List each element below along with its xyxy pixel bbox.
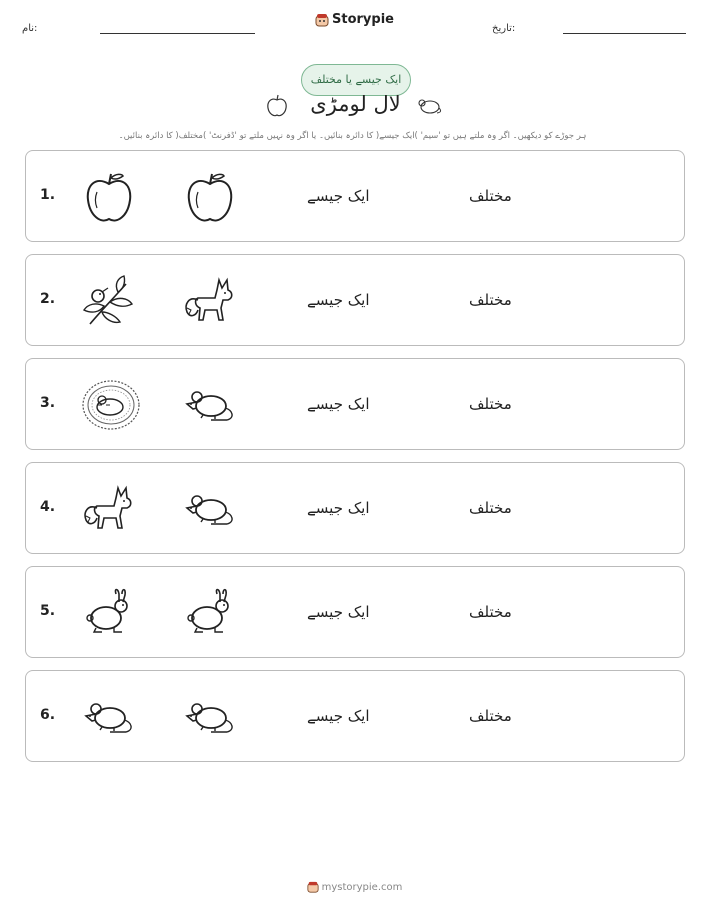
storypie-logo-icon bbox=[307, 881, 319, 893]
name-label: نام: bbox=[22, 23, 38, 34]
mouse-icon bbox=[181, 690, 239, 744]
question-row bbox=[25, 254, 685, 346]
mouse-icon bbox=[415, 95, 443, 115]
brand-name: Storypie bbox=[332, 12, 394, 27]
option-different[interactable]: مختلف bbox=[469, 187, 512, 205]
question-row bbox=[25, 358, 685, 450]
question-number: 4. bbox=[40, 499, 56, 515]
option-same[interactable]: ایک جیسے bbox=[307, 291, 370, 309]
fox-icon bbox=[80, 482, 138, 536]
worksheet-type-badge: ایک جیسے یا مختلف bbox=[301, 64, 411, 96]
storypie-logo-icon bbox=[315, 13, 329, 27]
mouse-icon bbox=[80, 690, 138, 744]
question-row bbox=[25, 566, 685, 658]
question-number: 3. bbox=[40, 395, 56, 411]
apple-icon bbox=[181, 170, 239, 224]
question-number: 1. bbox=[40, 187, 56, 203]
date-label: تاریخ: bbox=[492, 23, 516, 34]
name-field[interactable] bbox=[100, 33, 255, 34]
footer-url: mystorypie.com bbox=[321, 882, 403, 893]
fox-icon bbox=[181, 274, 239, 328]
question-number: 5. bbox=[40, 603, 56, 619]
sleeping-mouse-nest-icon bbox=[80, 378, 138, 432]
option-different[interactable]: مختلف bbox=[469, 603, 512, 621]
option-different[interactable]: مختلف bbox=[469, 395, 512, 413]
mouse-icon bbox=[181, 482, 239, 536]
instructions: ہر جوڑے کو دیکھیں۔ اگر وہ ملتے ہیں تو 'سیم' )ایک جیسے( کا دائرہ بنائیں۔ یا اگر وہ نہیں ملتے تو 'ڈفرنٹ' )مختلف( کا دائرہ بنائیں۔ bbox=[118, 131, 587, 141]
option-same[interactable]: ایک جیسے bbox=[307, 499, 370, 517]
date-field[interactable] bbox=[563, 33, 686, 34]
berry-branch-icon bbox=[80, 274, 138, 328]
option-same[interactable]: ایک جیسے bbox=[307, 187, 370, 205]
page-title bbox=[0, 92, 709, 117]
option-same[interactable]: ایک جیسے bbox=[307, 603, 370, 621]
question-row bbox=[25, 670, 685, 762]
rabbit-icon bbox=[80, 586, 138, 640]
apple-icon bbox=[80, 170, 138, 224]
question-number: 6. bbox=[40, 707, 56, 723]
rabbit-icon bbox=[181, 586, 239, 640]
question-number: 2. bbox=[40, 291, 56, 307]
option-different[interactable]: مختلف bbox=[469, 707, 512, 725]
mouse-icon bbox=[181, 378, 239, 432]
apple-icon bbox=[266, 93, 288, 117]
question-row bbox=[25, 462, 685, 554]
question-row bbox=[25, 150, 685, 242]
option-same[interactable]: ایک جیسے bbox=[307, 707, 370, 725]
footer bbox=[0, 881, 709, 893]
option-same[interactable]: ایک جیسے bbox=[307, 395, 370, 413]
brand-logo bbox=[0, 12, 709, 27]
option-different[interactable]: مختلف bbox=[469, 291, 512, 309]
title-text: لال لومڑی bbox=[310, 92, 401, 116]
option-different[interactable]: مختلف bbox=[469, 499, 512, 517]
